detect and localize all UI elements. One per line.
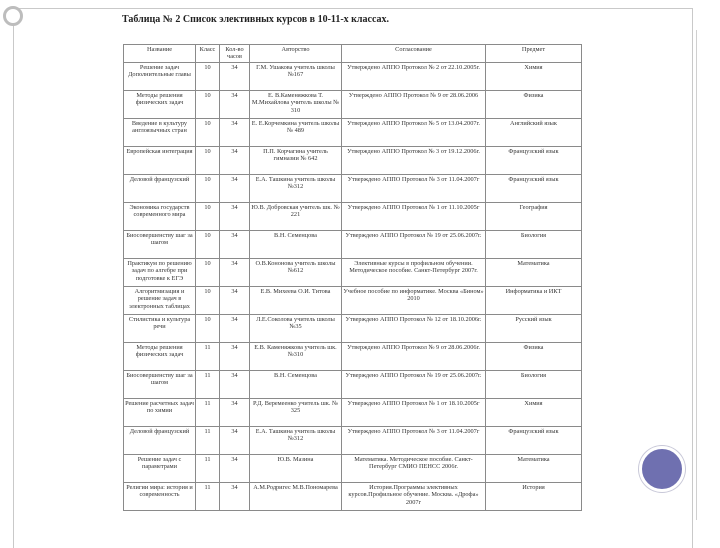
cell-subject: Физика	[486, 90, 582, 118]
electives-table	[123, 44, 582, 511]
cell-subject: История	[486, 482, 582, 510]
table-row	[124, 454, 582, 482]
cell-grade: 10	[196, 258, 220, 286]
cell-grade: 10	[196, 314, 220, 342]
cell-name: Решение задач с параметрами	[124, 454, 196, 482]
cell-author: В.Н. Семенцова	[250, 370, 342, 398]
cell-subject: Химия	[486, 398, 582, 426]
cell-agreement: Утверждено АППО Протокол № 3 от 11.04.2007г	[342, 174, 486, 202]
cell-grade: 10	[196, 146, 220, 174]
cell-hours: 34	[220, 370, 250, 398]
cell-author: В.Н. Семенцова	[250, 230, 342, 258]
cell-hours: 34	[220, 118, 250, 146]
cell-agreement: Математика. Методическое пособие. Санкт-Петербург СМИО ПЕНСС 2006г.	[342, 454, 486, 482]
cell-grade: 11	[196, 426, 220, 454]
cell-subject: География	[486, 202, 582, 230]
table-row	[124, 202, 582, 230]
cell-subject: Математика	[486, 258, 582, 286]
cell-agreement: История.Программы элективных курсов.Профильное обучение. Москва. «Дрофа» 2007г	[342, 482, 486, 510]
cell-agreement: Утверждено АППО Протокол № 9 от 28.06.2006	[342, 90, 486, 118]
cell-agreement: Утверждено АППО Протокол № 12 от 18.10.2006г.	[342, 314, 486, 342]
cell-hours: 34	[220, 454, 250, 482]
cell-agreement: Утверждено АППО Протокол № 19 от 25.06.2007г.	[342, 230, 486, 258]
cell-grade: 10	[196, 118, 220, 146]
table-row	[124, 398, 582, 426]
cell-author: А.М.Родригес М.В.Пономарева	[250, 482, 342, 510]
table-row	[124, 286, 582, 314]
cell-author: О.В.Кононова учитель школы №612	[250, 258, 342, 286]
table-row	[124, 370, 582, 398]
cell-name: Введение в культуру англоязычных стран	[124, 118, 196, 146]
column-header-name: Название	[124, 45, 196, 63]
cell-name: Решение задач Дополнительные главы	[124, 62, 196, 90]
table-row	[124, 62, 582, 90]
cell-author: Е. Е.Корчемкина учитель школы № 489	[250, 118, 342, 146]
cell-agreement: Утверждено АППО Протокол № 3 от 11.04.2007г	[342, 426, 486, 454]
cell-grade: 11	[196, 454, 220, 482]
cell-author: Е.А. Ташкина учитель школы №312	[250, 426, 342, 454]
cell-agreement: Утверждено АППО Протокол № 1 от 11.10.2005г	[342, 202, 486, 230]
cell-author: Ю.В. Добровская учитель шк. № 221	[250, 202, 342, 230]
cell-subject: Русский язык	[486, 314, 582, 342]
column-header-author: Авторство	[250, 45, 342, 63]
cell-grade: 11	[196, 482, 220, 510]
column-header-grade: Класс	[196, 45, 220, 63]
table-row	[124, 230, 582, 258]
cell-hours: 34	[220, 90, 250, 118]
cell-subject: Французский язык	[486, 426, 582, 454]
cell-name: Деловой французский	[124, 174, 196, 202]
cell-grade: 10	[196, 90, 220, 118]
cell-subject: Английский язык	[486, 118, 582, 146]
table-row	[124, 426, 582, 454]
cell-author: Г.М. Ушакова учитель школы №167	[250, 62, 342, 90]
cell-hours: 34	[220, 174, 250, 202]
cell-grade: 10	[196, 202, 220, 230]
cell-agreement: Утверждено АППО Протокол № 9 от 28.06.2006г.	[342, 342, 486, 370]
cell-author: Е. В.Каменяжкова Т. М.Михайлова учитель школы № 310	[250, 90, 342, 118]
cell-grade: 11	[196, 342, 220, 370]
cell-subject: Физика	[486, 342, 582, 370]
cell-author: Л.Е.Соколова учитель школы №35	[250, 314, 342, 342]
cell-name: Деловой французский	[124, 426, 196, 454]
cell-name: Экономика государств современного мира	[124, 202, 196, 230]
cell-author: Р.Д. Веремеенко учитель шк. № 325	[250, 398, 342, 426]
cell-hours: 34	[220, 146, 250, 174]
cell-hours: 34	[220, 286, 250, 314]
cell-author: Ю.В. Мазина	[250, 454, 342, 482]
cell-name: Методы решения физических задач	[124, 90, 196, 118]
cell-name: Методы решения физических задач	[124, 342, 196, 370]
cell-hours: 34	[220, 426, 250, 454]
cell-name: Алгоритмизация и решение задач в электронных таблицах	[124, 286, 196, 314]
cell-grade: 10	[196, 62, 220, 90]
table-row	[124, 146, 582, 174]
cell-grade: 11	[196, 398, 220, 426]
cell-hours: 34	[220, 482, 250, 510]
table-row	[124, 90, 582, 118]
cell-agreement: Учебное пособие по информатике. Москва «Бином» 2010	[342, 286, 486, 314]
cell-subject: Информатика и ИКТ	[486, 286, 582, 314]
document-title: Таблица № 2 Список элективных курсов в 10-11-х классах.	[122, 14, 390, 25]
cell-agreement: Утверждено АППО Протокол № 3 от 19.12.2006г.	[342, 146, 486, 174]
cell-hours: 34	[220, 230, 250, 258]
cell-subject: Математика	[486, 454, 582, 482]
table-row	[124, 314, 582, 342]
table-row	[124, 482, 582, 510]
cell-agreement: Элективные курсы в профильном обучении. Методическое пособие. Санкт-Петербург 2007г.	[342, 258, 486, 286]
cell-name: Биосовершенству шаг за шагом	[124, 370, 196, 398]
cell-name: Решение расчетных задач по химии	[124, 398, 196, 426]
cell-hours: 34	[220, 398, 250, 426]
cell-subject: Французский язык	[486, 174, 582, 202]
slide-ring-decoration	[3, 6, 23, 26]
cell-grade: 10	[196, 286, 220, 314]
column-header-agreement: Согласование	[342, 45, 486, 63]
cell-author: Е.А. Ташкина учитель школы №312	[250, 174, 342, 202]
table-header-row	[124, 45, 582, 63]
cell-hours: 34	[220, 314, 250, 342]
cell-subject: Химия	[486, 62, 582, 90]
cell-grade: 10	[196, 230, 220, 258]
cell-hours: 34	[220, 202, 250, 230]
cell-agreement: Утверждено АППО Протокол № 19 от 25.06.2007г.	[342, 370, 486, 398]
cell-author: Е.В. Михеева О.И. Титова	[250, 286, 342, 314]
cell-hours: 34	[220, 62, 250, 90]
table-row	[124, 342, 582, 370]
cell-name: Практикум по решению задач по алгебре при подготовке к ЕГЭ	[124, 258, 196, 286]
cell-agreement: Утверждено АППО Протокол № 1 от 18.10.2005г	[342, 398, 486, 426]
cell-subject: Биология	[486, 230, 582, 258]
cell-subject: Биология	[486, 370, 582, 398]
cell-hours: 34	[220, 342, 250, 370]
cell-agreement: Утверждено АППО Протокол № 5 от 13.04.2007г.	[342, 118, 486, 146]
table-row	[124, 174, 582, 202]
cell-name: Европейская интеграция	[124, 146, 196, 174]
cell-grade: 11	[196, 370, 220, 398]
cell-name: Биосовершенству шаг за шагом	[124, 230, 196, 258]
cell-agreement: Утверждено АППО Протокол № 2 от 22.10.2005г.	[342, 62, 486, 90]
cell-author: Е.В. Каменяжкова учитель шк.№310	[250, 342, 342, 370]
cell-hours: 34	[220, 258, 250, 286]
slide-circle-decoration	[639, 446, 685, 492]
cell-grade: 10	[196, 174, 220, 202]
cell-author: П.П. Корчагина учитель гимназии № 642	[250, 146, 342, 174]
cell-name: Религии мира: история и современность	[124, 482, 196, 510]
column-header-hours: Кол-во часов	[220, 45, 250, 63]
table-row	[124, 118, 582, 146]
cell-subject: Французский язык	[486, 146, 582, 174]
table-row	[124, 258, 582, 286]
column-header-subject: Предмет	[486, 45, 582, 63]
cell-name: Стилистика и культура речи	[124, 314, 196, 342]
slide-right-rule	[696, 30, 697, 520]
